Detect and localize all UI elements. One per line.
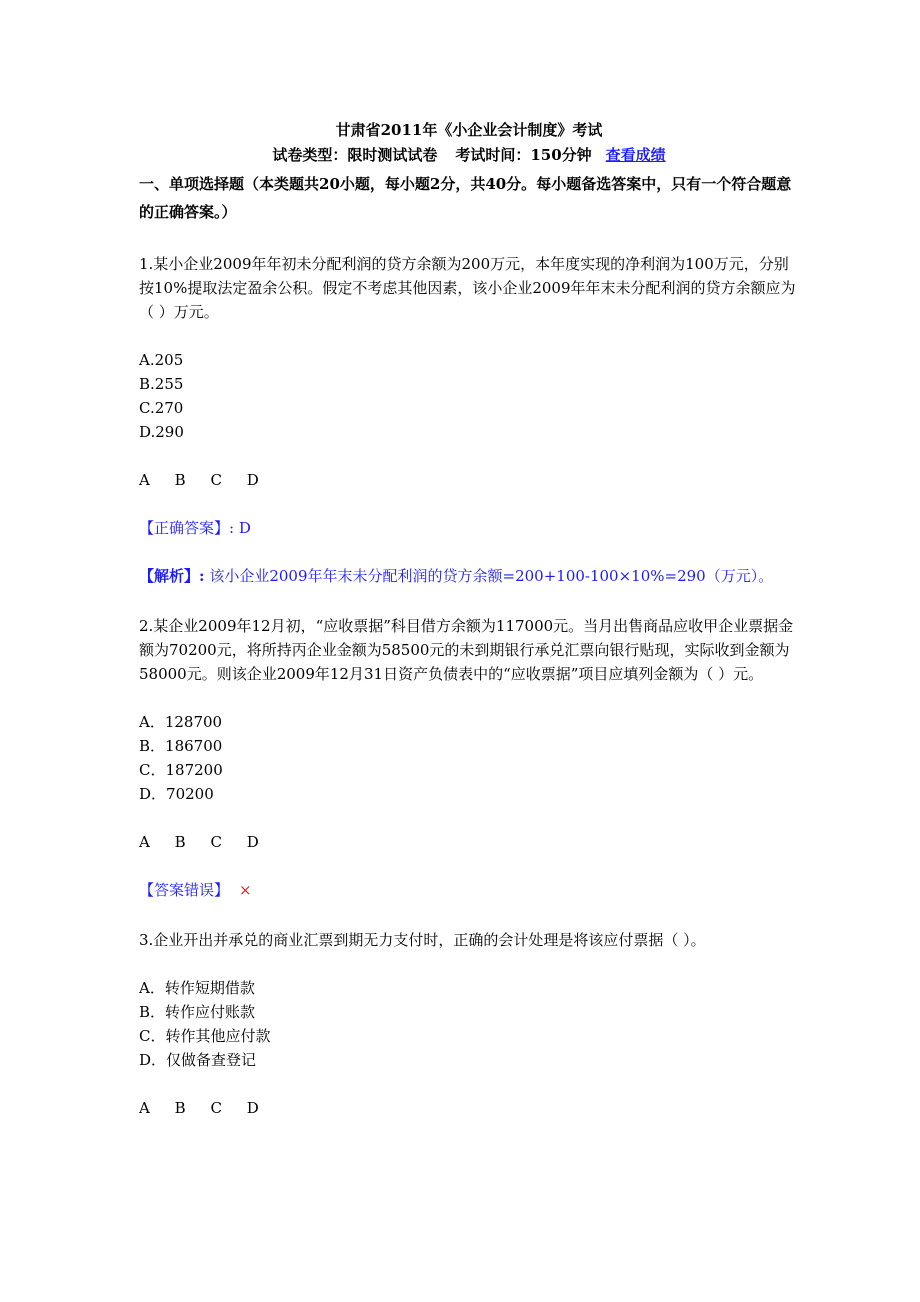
option-a: A．转作短期借款 bbox=[139, 979, 255, 997]
question-1-options bbox=[139, 348, 799, 444]
choice-b[interactable]: B bbox=[174, 471, 186, 489]
question-1-choices bbox=[139, 468, 799, 492]
option-d: D．仅做备查登记 bbox=[139, 1051, 257, 1069]
choice-c[interactable]: C bbox=[210, 471, 222, 489]
exam-time: 考试时间：150分钟 bbox=[455, 146, 592, 164]
choice-a[interactable]: A bbox=[139, 1099, 150, 1117]
question-3-options bbox=[139, 976, 799, 1072]
option-a: A．128700 bbox=[139, 713, 223, 731]
option-b: B.255 bbox=[139, 375, 184, 393]
analysis-text: 该小企业2009年年末未分配利润的贷方余额=200+100-100×10%=290（万元）。 bbox=[209, 567, 774, 585]
question-2-choices bbox=[139, 830, 799, 854]
view-score-link[interactable]: 查看成绩 bbox=[605, 146, 666, 164]
option-d: D.290 bbox=[139, 423, 184, 441]
choice-d[interactable]: D bbox=[246, 1099, 259, 1117]
choice-c[interactable]: C bbox=[210, 833, 222, 851]
answer-error-label: 【答案错误】 bbox=[139, 881, 230, 899]
question-2-options bbox=[139, 710, 799, 806]
choice-d[interactable]: D bbox=[246, 833, 259, 851]
question-3-text: 3.企业开出并承兑的商业汇票到期无力支付时，正确的会计处理是将该应付票据（ ）。 bbox=[139, 931, 706, 949]
exam-title: 甘肃省2011年《小企业会计制度》考试 bbox=[335, 121, 603, 139]
choice-b[interactable]: B bbox=[174, 1099, 186, 1117]
question-2-text: 2.某企业2009年12月初，“应收票据”科目借方余额为117000元。当月出售商品应收甲企业票据金额为70200元，将所持丙企业金额为58500元的未到期银行承兑汇票向银行贴现，实际收到金额为58000元。则该企业2009年12月31日资产负债表中的“应收票据”项目应填列金额为（ ）元。 bbox=[139, 617, 794, 683]
analysis bbox=[139, 564, 799, 588]
option-b: B．186700 bbox=[139, 737, 223, 755]
option-c: C.270 bbox=[139, 399, 184, 417]
paper-type: 试卷类型：限时测试试卷 bbox=[272, 146, 438, 164]
option-d: D．70200 bbox=[139, 785, 214, 803]
question-1-text: 1.某小企业2009年年初未分配利润的贷方余额为200万元，本年度实现的净利润为100万元，分别按10%提取法定盈余公积。假定不考虑其他因素，该小企业2009年年末未分配利润的贷方余额应为（ ）万元。 bbox=[139, 255, 796, 321]
analysis-label: 【解析】: bbox=[139, 567, 205, 585]
choice-b[interactable]: B bbox=[174, 833, 186, 851]
answer-error bbox=[139, 878, 799, 902]
option-c: C．187200 bbox=[139, 761, 223, 779]
correct-answer bbox=[139, 516, 799, 540]
option-a: A.205 bbox=[139, 351, 184, 369]
option-b: B．转作应付账款 bbox=[139, 1003, 256, 1021]
exam-document bbox=[139, 118, 799, 1120]
question-3-choices bbox=[139, 1096, 799, 1120]
exam-meta bbox=[139, 142, 799, 168]
choice-c[interactable]: C bbox=[210, 1099, 222, 1117]
choice-d[interactable]: D bbox=[246, 471, 259, 489]
wrong-mark-icon: × bbox=[239, 881, 252, 899]
choice-a[interactable]: A bbox=[139, 833, 150, 851]
option-c: C．转作其他应付款 bbox=[139, 1027, 271, 1045]
correct-answer-label: 【正确答案】: bbox=[139, 519, 235, 537]
choice-a[interactable]: A bbox=[139, 471, 150, 489]
correct-answer-value: D bbox=[238, 519, 251, 537]
section-heading: 一、单项选择题（本类题共20小题，每小题2分，共40分。每小题备选答案中，只有一个符合题意的正确答案。） bbox=[139, 175, 792, 221]
